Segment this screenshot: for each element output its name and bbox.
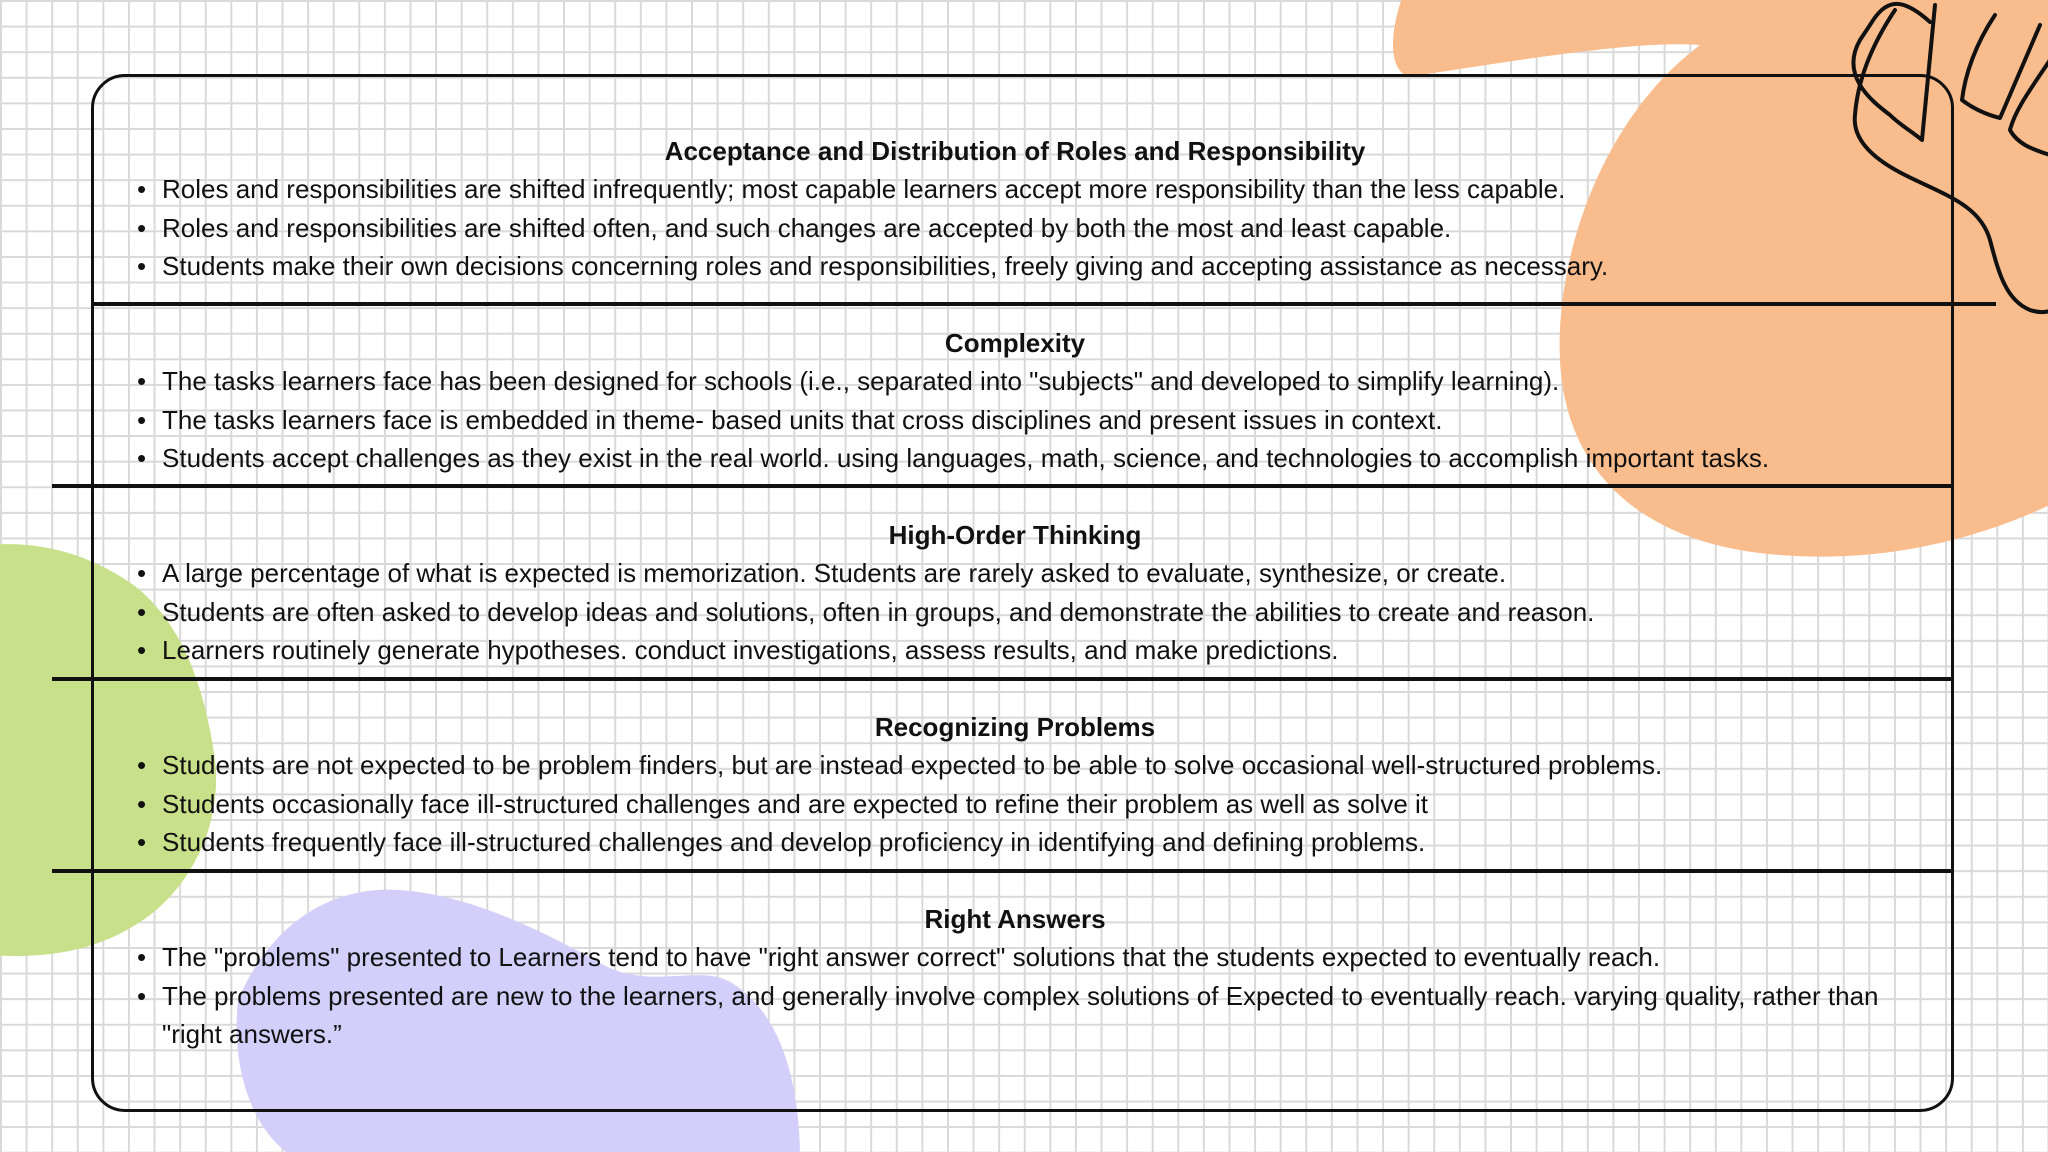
list-item: • The tasks learners face is embedded in theme- based units that cross disciplines and present issues in context.	[134, 401, 1914, 440]
list-item: • The tasks learners face has been designed for schools (i.e., separated into "subjects" and developed to simplify learning).	[134, 362, 1914, 401]
section-title: Right Answers	[924, 904, 1106, 934]
list-item: • Learners routinely generate hypotheses. conduct investigations, assess results, and make predictions.	[134, 631, 1914, 670]
bullet-list	[134, 938, 1914, 1054]
bullet-list	[134, 362, 1914, 478]
section-recognizing-problems	[134, 708, 1914, 862]
section-complexity	[134, 324, 1914, 478]
list-item: • The "problems" presented to Learners tend to have "right answer correct" solutions that the students expected to eventually reach.	[134, 938, 1914, 977]
list-item: • Roles and responsibilities are shifted often, and such changes are accepted by both the most and least capable.	[134, 209, 1914, 248]
section-title: Recognizing Problems	[874, 712, 1156, 742]
list-item: • Students make their own decisions concerning roles and responsibilities, freely giving and accepting assistance as necessary.	[134, 247, 1914, 286]
section-divider	[52, 869, 1954, 873]
section-right-answers	[134, 900, 1914, 1054]
section-divider	[91, 302, 1996, 306]
section-title: Acceptance and Distribution of Roles and Responsibility	[664, 136, 1366, 166]
bullet-list	[134, 170, 1914, 286]
list-item: • The problems presented are new to the learners, and generally involve complex solutions of Expected to eventually reach. varying quality, rather than "right answers.”	[134, 977, 1914, 1054]
section-roles-responsibility	[134, 132, 1914, 286]
bullet-list	[134, 746, 1914, 862]
section-high-order-thinking	[134, 516, 1914, 670]
section-title: Complexity	[944, 328, 1086, 358]
list-item: • Students occasionally face ill-structured challenges and are expected to refine their problem as well as solve it	[134, 785, 1914, 824]
section-divider	[52, 484, 1954, 488]
list-item: • Students are not expected to be problem finders, but are instead expected to be able to solve occasional well-structured problems.	[134, 746, 1914, 785]
section-title: High-Order Thinking	[888, 520, 1142, 550]
list-item: • Students are often asked to develop ideas and solutions, often in groups, and demonstrate the abilities to create and reason.	[134, 593, 1914, 632]
list-item: • Students frequently face ill-structured challenges and develop proficiency in identifying and defining problems.	[134, 823, 1914, 862]
list-item: • Roles and responsibilities are shifted infrequently; most capable learners accept more responsibility than the less capable.	[134, 170, 1914, 209]
list-item: • Students accept challenges as they exist in the real world. using languages, math, science, and technologies to accomplish important tasks.	[134, 439, 1914, 478]
bullet-list	[134, 554, 1914, 670]
section-divider	[52, 677, 1954, 681]
list-item: • A large percentage of what is expected is memorization. Students are rarely asked to evaluate, synthesize, or create.	[134, 554, 1914, 593]
